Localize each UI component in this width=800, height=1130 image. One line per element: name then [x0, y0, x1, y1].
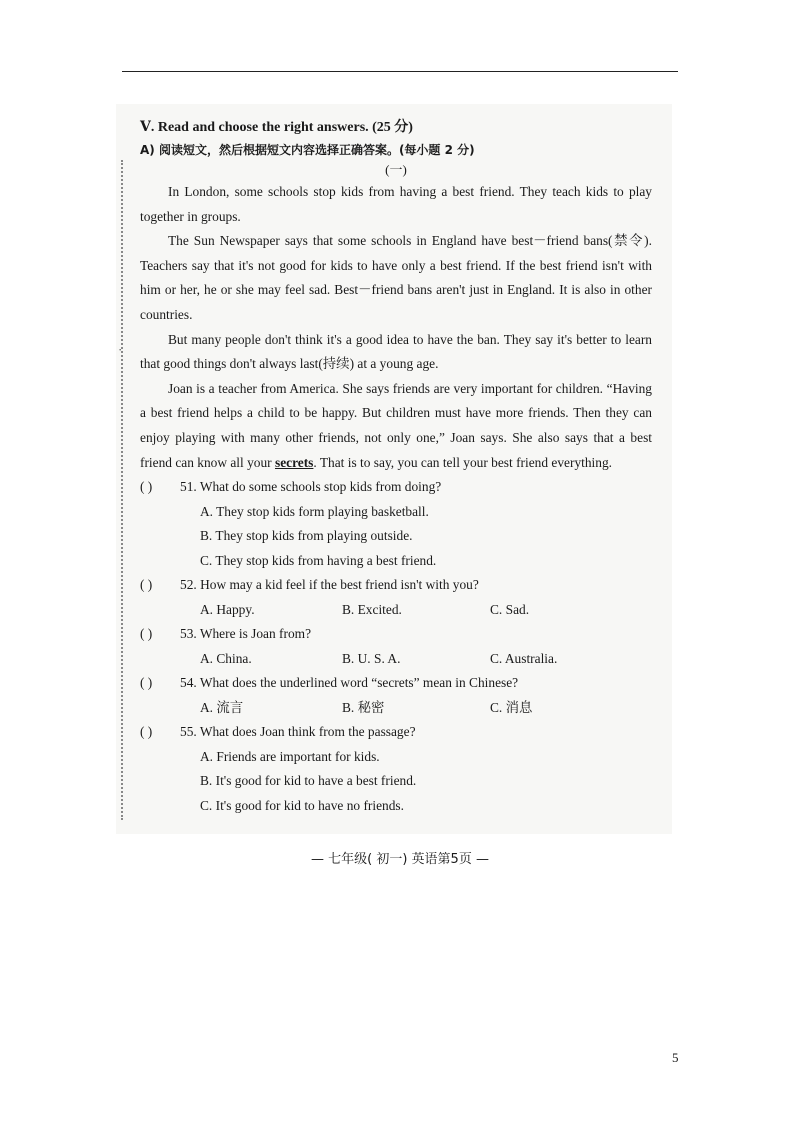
option-a: A. They stop kids form playing basketball.: [200, 503, 429, 519]
option-b: B. They stop kids from playing outside.: [200, 528, 413, 544]
paragraph-4-text: Joan is a teacher from America. She says friends are very important for children. “Having a best friend helps a child to be happy. But children must have more friends. Then they can enjoy playing with many other friends, not only one,” Joan says. She also says that a best friend can know all your: [140, 380, 652, 470]
option-b: B. 秘密: [342, 699, 385, 715]
passage-paragraph-2: The Sun Newspaper says that some schools in England have best－friend bans(禁令). Teachers say that it's not good for kids to have only a best friend. If the best friend isn't with him or her, he or she may feel sad. Best－friend bans aren't just in England. It is also in other countries.: [140, 233, 652, 322]
question-row: [140, 720, 652, 745]
option-c: C. 消息: [490, 699, 533, 715]
exam-content: [140, 112, 652, 818]
question-text: 55. What does Joan think from the passage?: [180, 724, 416, 740]
answer-blank[interactable]: ( ): [140, 577, 153, 593]
option-b: B. It's good for kid to have a best friend.: [200, 773, 417, 789]
option-c: C. Sad.: [490, 601, 530, 617]
option-row: [140, 769, 652, 794]
question-row: [140, 622, 652, 647]
question-row: [140, 475, 652, 500]
question-text: 51. What do some schools stop kids from doing?: [180, 479, 442, 495]
option-c: C. It's good for kid to have no friends.: [200, 797, 404, 813]
question-list: [140, 475, 652, 818]
passage-paragraph-1: In London, some schools stop kids from having a best friend. They teach kids to play together in groups.: [140, 184, 652, 224]
margin-mark: ·: [118, 342, 123, 357]
binding-line: [121, 160, 123, 820]
question-text: 52. How may a kid feel if the best friend isn't with you?: [180, 577, 479, 593]
option-b: B. U. S. A.: [342, 650, 401, 666]
answer-blank[interactable]: ( ): [140, 479, 153, 495]
option-row: [140, 745, 652, 770]
top-rule: [122, 71, 678, 72]
passage-paragraph-4: [140, 377, 652, 475]
paragraph-4-text-end: . That is to say, you can tell your best friend everything.: [313, 454, 613, 470]
option-row: [140, 500, 652, 525]
answer-blank[interactable]: ( ): [140, 626, 153, 642]
question-row: [140, 671, 652, 696]
option-a: A. 流言: [200, 699, 244, 715]
question-text: 54. What does the underlined word “secrets” mean in Chinese?: [180, 675, 519, 691]
page-number: 5: [672, 1050, 679, 1065]
section-title: Ⅴ. Read and choose the right answers. (25 分): [140, 120, 413, 135]
passage-label: (一): [385, 162, 407, 177]
option-row: [140, 598, 652, 623]
option-row: [140, 696, 652, 721]
passage-paragraph-3: But many people don't think it's a good idea to have the ban. They say it's better to learn that good things don't always last(持续) at a young age.: [140, 331, 652, 372]
option-a: A. Friends are important for kids.: [200, 748, 380, 764]
answer-blank[interactable]: ( ): [140, 724, 153, 740]
option-a: A. Happy.: [200, 601, 255, 617]
option-row: [140, 549, 652, 574]
option-a: A. China.: [200, 650, 252, 666]
option-row: [140, 647, 652, 672]
option-c: C. They stop kids from having a best friend.: [200, 552, 437, 568]
option-row: [140, 794, 652, 819]
page-footer: — 七年级( 初一) 英语第5页 —: [311, 852, 489, 867]
underlined-word: secrets: [274, 454, 314, 470]
option-c: C. Australia.: [490, 650, 558, 666]
section-instructions: A) 阅读短文，然后根据短文内容选择正确答案。(每小题 2 分): [140, 143, 475, 157]
question-text: 53. Where is Joan from?: [180, 626, 312, 642]
option-b: B. Excited.: [342, 601, 402, 617]
answer-blank[interactable]: ( ): [140, 675, 153, 691]
option-row: [140, 524, 652, 549]
question-row: [140, 573, 652, 598]
